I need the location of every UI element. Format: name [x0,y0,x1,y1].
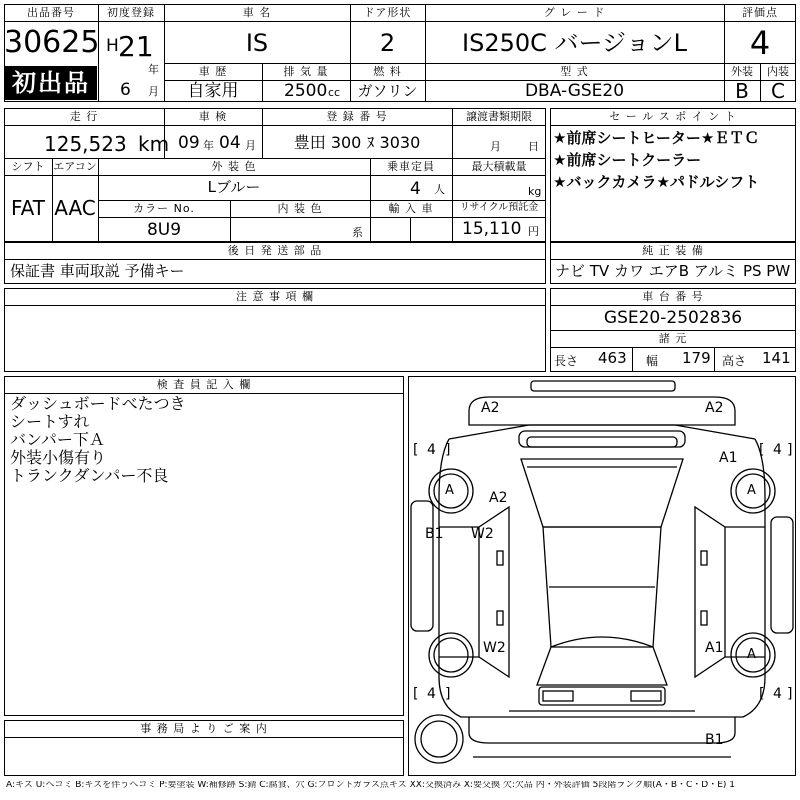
tire-grade: A [445,483,454,498]
reg-month-unit: 月 [148,85,159,98]
later-parts: 保証書 車両取説 予備キー [10,262,185,280]
capacity: 4 [410,179,421,199]
ext-label: 外装 [731,65,753,78]
reg-month: 6 [120,80,131,100]
height: 141 [762,349,791,367]
length-label: 長さ [554,354,579,368]
chassis-label: 車 台 番 号 [642,290,704,303]
car-name-label: 車 名 [242,6,272,19]
capacity-unit: 人 [434,183,445,196]
shift: FAT [10,196,45,220]
score-label: 評価点 [742,6,778,19]
door-label: ドア形状 [363,6,412,19]
model: DBA-GSE20 [524,81,625,101]
int-label: 内装 [767,65,789,78]
reg-year: 21 [118,30,154,63]
import-label: 輸 入 車 [388,202,434,215]
inspector-note: シートすれ [10,412,90,431]
car-diagram [408,376,796,776]
displacement-label: 排 気 量 [283,65,329,78]
displacement: 2500 [284,81,328,101]
recycle-label: リサイクル預託金 [459,202,539,213]
fuel-label: 燃 料 [373,65,402,78]
mileage-unit: km [138,132,170,156]
tire-tread-bracket: [ [413,442,419,458]
sales-point: ★前席シートクーラー [553,151,702,169]
tire-grade: A [747,647,756,662]
plate-number: 豊田 300 ﾇ 3030 [293,133,421,152]
tire-tread: 4 [773,442,782,458]
damage-mark: A1 [719,450,738,466]
inspector-note: ダッシュボードべたつき [10,394,186,413]
tire-tread-bracket: [ [759,442,765,458]
inspector-note: トランクダンパー不良 [10,466,169,485]
tire-tread: 4 [427,442,436,458]
dims-label: 諸 元 [658,332,688,345]
damage-mark: A2 [489,490,508,506]
recycle-unit: 円 [528,225,539,238]
int-grade: C [771,79,785,103]
width-label: 幅 [646,354,659,368]
transfer-day-unit: 日 [528,140,539,153]
inspection-label: 車 検 [198,110,228,123]
interior-color-unit: 系 [352,226,363,239]
displacement-unit: cc [328,86,341,99]
color-label: 外 装 色 [211,160,257,173]
inspector-note: 外装小傷有り [10,448,107,467]
damage-mark: W2 [471,526,494,542]
sales-point: ★前席シートヒーター★ＥＴＣ [553,129,760,147]
exterior-color: Lブルー [207,178,261,196]
damage-mark: A1 [705,640,724,656]
sales-point: ★バックカメラ★パドルシフト [553,173,760,191]
mileage-label: 走 行 [69,110,99,123]
first-listing-badge: 初出品 [5,66,97,100]
tire-tread: 4 [427,686,436,702]
damage-mark: W2 [483,640,506,656]
transfer-label: 譲渡書類期限 [466,110,532,123]
damage-mark: A2 [481,400,500,416]
tire-tread-bracket: ] [787,686,793,702]
load-unit: kg [528,185,542,198]
color-number: 8U9 [146,220,182,240]
tire-tread-bracket: [ [413,686,419,702]
tire-tread-bracket: ] [445,442,451,458]
ac-label: エアコン [53,160,97,173]
load-label: 最大積載量 [471,160,527,173]
lot-number: 30625 [4,25,100,60]
tire-tread: 4 [773,686,782,702]
lot-no-label: 出品番号 [27,6,75,19]
chassis-number: GSE20-2502836 [603,308,743,328]
length: 463 [598,349,627,367]
inspection-year: 09 [178,133,200,153]
tire-tread-bracket: ] [787,442,793,458]
car-name: IS [245,29,269,57]
tire-tread-bracket: [ [759,686,765,702]
inspection-month-unit: 月 [245,139,256,152]
notes-label: 注 意 事 項 欄 [236,290,314,303]
score: 4 [749,24,771,62]
legend: A:キズ U:ヘコミ B:キズを伴うヘコミ P:要塗装 W:補修跡 S:錆 C:腐食、穴 G:フロントガラス点キズ XX:交換済み X:要交換 欠:欠品 内・外装評価 5段階ランク順(A・B・C・D・E) 1 [6,781,736,790]
plate-label: 登 録 番 号 [326,110,388,123]
inspection-month: 04 [219,133,241,153]
history: 自家用 [187,81,239,101]
recycle-deposit: 15,110 [462,219,522,239]
equipment: ナビ TV カワ エアB アルミ PS PW [555,262,791,280]
history-label: 車 歴 [198,65,228,78]
capacity-label: 乗車定員 [387,160,435,173]
inspector-note: バンパー下Ａ [10,430,105,449]
inspector-label: 検 査 員 記 入 欄 [156,378,252,391]
width: 179 [682,349,711,367]
sales-points-label: セ ー ル ス ポ イ ン ト [609,110,737,123]
height-label: 高さ [722,354,747,368]
grade: IS250C バージョンL [462,29,687,57]
mileage: 125,523 [44,132,127,156]
transfer-month-unit: 月 [490,140,501,153]
grade-label: グ レ ー ド [543,6,606,19]
reg-year-unit: 年 [148,63,159,76]
fuel: ガソリン [357,82,418,100]
tire-tread-bracket: ] [445,686,451,702]
ext-grade: B [735,79,749,103]
damage-mark: B1 [425,526,444,542]
damage-mark: B1 [705,732,724,748]
office-label: 事 務 局 よ り ご 案 内 [140,722,268,735]
door-count: 2 [379,29,396,57]
model-label: 型 式 [560,65,589,78]
first-reg-label: 初度登録 [107,6,155,19]
color-no-label: カラー No. [133,202,195,215]
era: H [106,36,119,56]
tire-grade: A [747,483,756,498]
shift-label: シフト [11,160,45,173]
later-parts-label: 後 日 発 送 部 品 [227,244,323,257]
aircon: AAC [54,196,96,220]
inspection-year-unit: 年 [203,139,214,152]
equipment-label: 純 正 装 備 [642,244,704,257]
interior-color-label: 内 装 色 [277,202,323,215]
damage-mark: A2 [705,400,724,416]
